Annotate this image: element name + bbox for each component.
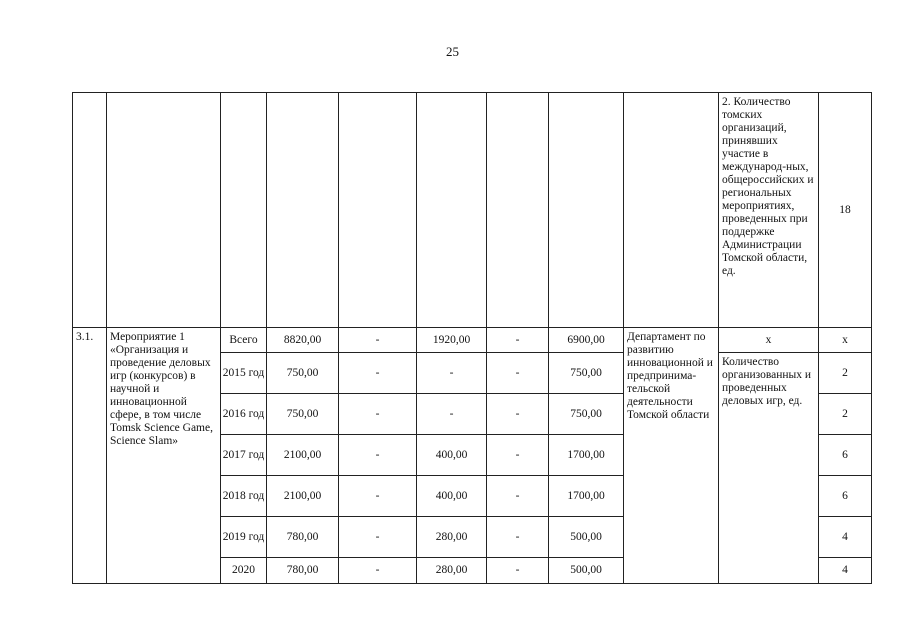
value-cell: 2	[819, 353, 872, 394]
amount-cell: -	[487, 517, 549, 558]
amount-cell: 400,00	[417, 435, 487, 476]
amount-cell: 6900,00	[549, 328, 624, 353]
indicator-cell: 2. Количество томских организаций, принявших участие в международ-ных, общероссийских и региональных мероприятиях, проведенных при поддержке Администрации Томской области, ед.	[719, 93, 819, 328]
cell-empty	[267, 93, 339, 328]
amount-cell: -	[339, 517, 417, 558]
period-cell: Всего	[221, 328, 267, 353]
page-number: 25	[446, 44, 459, 59]
period-cell: 2019 год	[221, 517, 267, 558]
amount-cell: 1700,00	[549, 476, 624, 517]
value-cell: 2	[819, 394, 872, 435]
cell-empty	[549, 93, 624, 328]
executor-cell: Департамент по развитию инновационной и предпринима-тельской деятельности Томской области	[624, 328, 719, 584]
program-table	[72, 92, 872, 584]
period-cell: 2015 год	[221, 353, 267, 394]
event-number-cell: 3.1.	[73, 328, 107, 584]
amount-cell: 750,00	[549, 394, 624, 435]
cell-empty	[107, 93, 221, 328]
cell-empty	[624, 93, 719, 328]
amount-cell: -	[487, 435, 549, 476]
amount-cell: 280,00	[417, 517, 487, 558]
amount-cell: -	[339, 435, 417, 476]
amount-cell: -	[417, 353, 487, 394]
cell-empty	[221, 93, 267, 328]
amount-cell: -	[339, 328, 417, 353]
amount-cell: 500,00	[549, 517, 624, 558]
period-cell: 2018 год	[221, 476, 267, 517]
amount-cell: -	[339, 558, 417, 584]
value-cell: 6	[819, 476, 872, 517]
amount-cell: -	[487, 328, 549, 353]
table-row-total	[73, 328, 872, 353]
event-indicator-cell: Количество организованных и проведенных деловых игр, ед.	[719, 353, 819, 584]
period-cell: 2020	[221, 558, 267, 584]
value-cell: 6	[819, 435, 872, 476]
amount-cell: 1700,00	[549, 435, 624, 476]
total-cell: 2100,00	[267, 476, 339, 517]
cell-empty	[73, 93, 107, 328]
total-cell: 780,00	[267, 558, 339, 584]
cell-empty	[417, 93, 487, 328]
event-name-cell: Мероприятие 1 «Организация и проведение деловых игр (конкурсов) в научной и инновационной сфере, в том числе Tomsk Science Game, Science Slam»	[107, 328, 221, 584]
amount-cell: 280,00	[417, 558, 487, 584]
value-cell: 4	[819, 558, 872, 584]
value-total-mark: х	[819, 328, 872, 353]
indicator-value-cell: 18	[819, 93, 872, 328]
amount-cell: 1920,00	[417, 328, 487, 353]
amount-cell: -	[339, 476, 417, 517]
table-row-top	[73, 93, 872, 328]
total-cell: 750,00	[267, 394, 339, 435]
total-cell: 750,00	[267, 353, 339, 394]
amount-cell: -	[487, 476, 549, 517]
amount-cell: -	[339, 353, 417, 394]
period-cell: 2017 год	[221, 435, 267, 476]
total-cell: 780,00	[267, 517, 339, 558]
cell-empty	[487, 93, 549, 328]
amount-cell: 500,00	[549, 558, 624, 584]
amount-cell: -	[487, 394, 549, 435]
amount-cell: 400,00	[417, 476, 487, 517]
amount-cell: 750,00	[549, 353, 624, 394]
total-cell: 2100,00	[267, 435, 339, 476]
amount-cell: -	[487, 558, 549, 584]
value-cell: 4	[819, 517, 872, 558]
amount-cell: -	[339, 394, 417, 435]
amount-cell: -	[417, 394, 487, 435]
total-cell: 8820,00	[267, 328, 339, 353]
amount-cell: -	[487, 353, 549, 394]
cell-empty	[339, 93, 417, 328]
indicator-total-mark: х	[719, 328, 819, 353]
period-cell: 2016 год	[221, 394, 267, 435]
